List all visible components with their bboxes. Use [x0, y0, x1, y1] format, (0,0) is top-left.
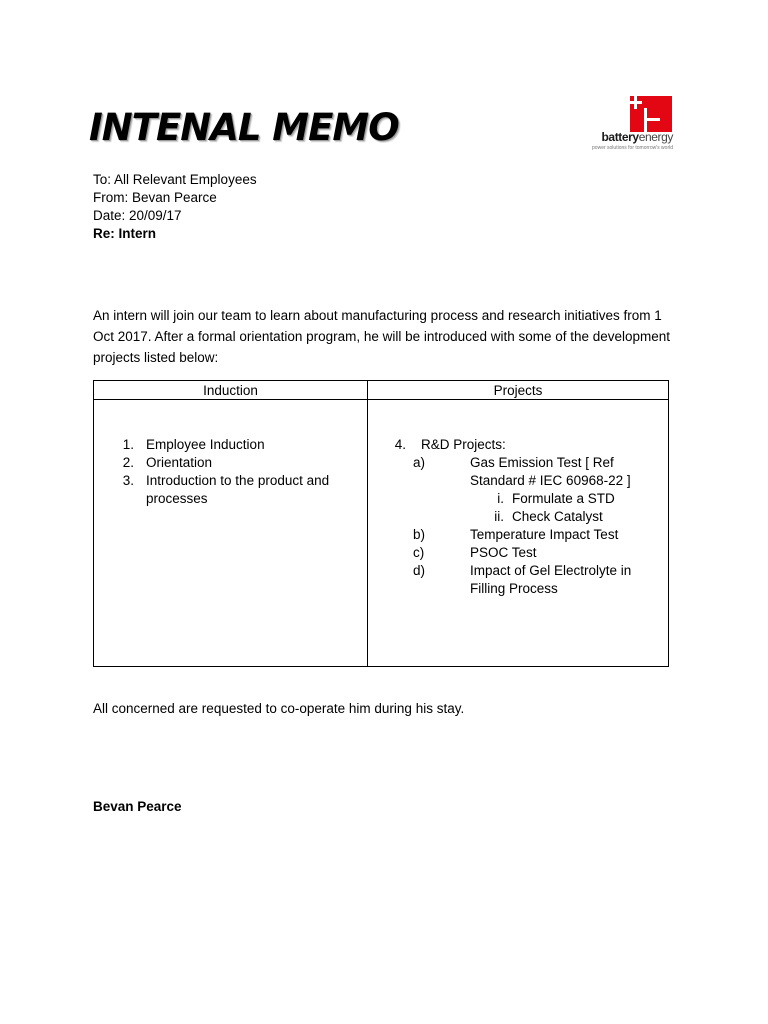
projects-num-4: 4. [394, 437, 406, 452]
project-item-c: PSOC Test [470, 545, 537, 560]
project-sub-item-ii: Check Catalyst [512, 509, 603, 524]
project-sub-label-i: i. [497, 491, 504, 506]
induction-num-1: 1. [122, 437, 134, 452]
project-label-b: b) [413, 527, 426, 542]
project-label-c: c) [413, 545, 425, 560]
battery-energy-logo [573, 96, 673, 154]
logo-word-battery: battery [601, 130, 639, 144]
induction-cell [94, 400, 368, 667]
project-item-d: Impact of Gel Electrolyte in [470, 563, 632, 578]
memo-closing: All concerned are requested to co-operate him during his stay. [93, 701, 465, 716]
induction-item-3-cont: processes [146, 491, 208, 506]
header-projects: Projects [368, 381, 669, 400]
project-item-a-cont: Standard # IEC 60968-22 ] [470, 473, 631, 488]
logo-mark-icon [630, 96, 672, 132]
logo-word-energy: energy [638, 130, 673, 144]
memo-intro-paragraph: An intern will join our team to learn about manufacturing process and research initiatives from 1 Oct 2017. After a formal orientation program, he will be introduced with some of the development projects listed below: [93, 308, 671, 365]
project-item-a: Gas Emission Test [ Ref [470, 455, 614, 470]
project-item-d-cont: Filling Process [470, 581, 558, 596]
table-header-row [94, 381, 669, 400]
project-item-b: Temperature Impact Test [470, 527, 619, 542]
project-label-a: a) [413, 455, 426, 470]
induction-item-1: Employee Induction [146, 437, 265, 452]
table-body-row [94, 400, 669, 667]
induction-item-2: Orientation [146, 455, 213, 470]
project-sub-item-i: Formulate a STD [512, 491, 615, 506]
induction-num-3: 3. [122, 473, 134, 488]
projects-title: R&D Projects: [421, 437, 506, 452]
project-sub-label-ii: ii. [494, 509, 504, 524]
memo-date: Date: 20/09/17 [93, 208, 182, 223]
logo-tagline: power solutions for tomorrow's world [592, 145, 673, 151]
memo-from: From: Bevan Pearce [93, 190, 217, 205]
memo-re: Re: Intern [93, 226, 157, 241]
memo-signature: Bevan Pearce [93, 799, 182, 814]
induction-num-2: 2. [122, 455, 134, 470]
projects-cell [368, 400, 669, 667]
projects-table [93, 380, 669, 667]
memo-title: INTENAL MEMO [89, 106, 399, 149]
logo-wordmark [576, 130, 673, 144]
project-label-d: d) [413, 563, 426, 578]
memo-header [93, 171, 257, 243]
induction-item-3: Introduction to the product and [146, 473, 330, 488]
memo-to: To: All Relevant Employees [93, 172, 257, 187]
header-induction: Induction [94, 381, 368, 400]
